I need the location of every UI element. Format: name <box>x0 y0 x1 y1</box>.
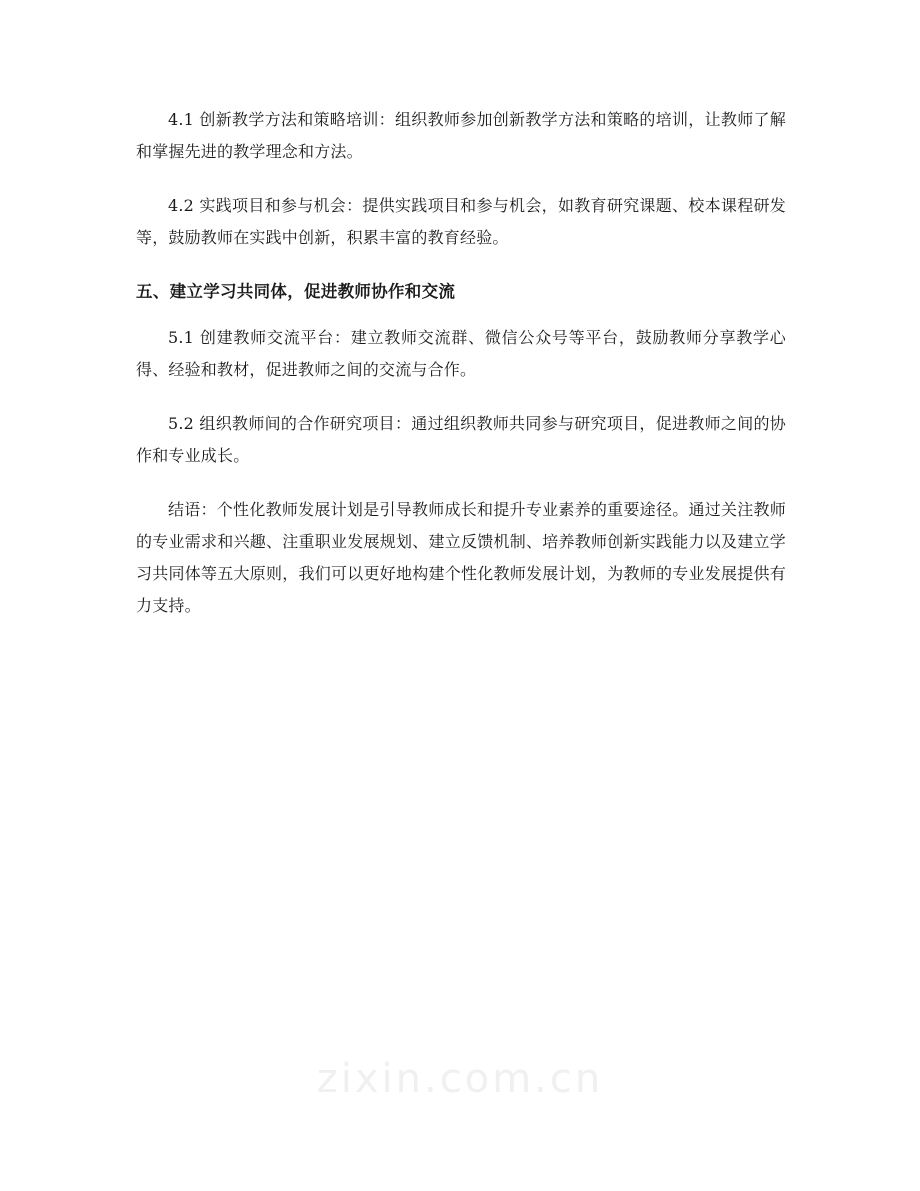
paragraph-5-1: 5.1 创建教师交流平台：建立教师交流群、微信公众号等平台，鼓励教师分享教学心得、经验和教材，促进教师之间的交流与合作。 <box>136 328 786 379</box>
document-body <box>136 104 786 644</box>
section-heading-5: 五、建立学习共同体，促进教师协作和交流 <box>136 282 456 301</box>
paragraph-4-2: 4.2 实践项目和参与机会：提供实践项目和参与机会，如教育研究课题、校本课程研发等，鼓励教师在实践中创新，积累丰富的教育经验。 <box>136 196 786 247</box>
watermark: zixin.com.cn <box>316 1056 604 1102</box>
conclusion-paragraph: 结语：个性化教师发展计划是引导教师成长和提升专业素养的重要途径。通过关注教师的专业需求和兴趣、注重职业发展规划、建立反馈机制、培养教师创新实践能力以及建立学习共同体等五大原则，我们可以更好地构建个性化教师发展计划，为教师的专业发展提供有力支持。 <box>136 500 786 615</box>
paragraph-5-2: 5.2 组织教师间的合作研究项目：通过组织教师共同参与研究项目，促进教师之间的协作和专业成长。 <box>136 414 786 465</box>
paragraph-4-1: 4.1 创新教学方法和策略培训：组织教师参加创新教学方法和策略的培训，让教师了解和掌握先进的教学理念和方法。 <box>136 110 786 161</box>
